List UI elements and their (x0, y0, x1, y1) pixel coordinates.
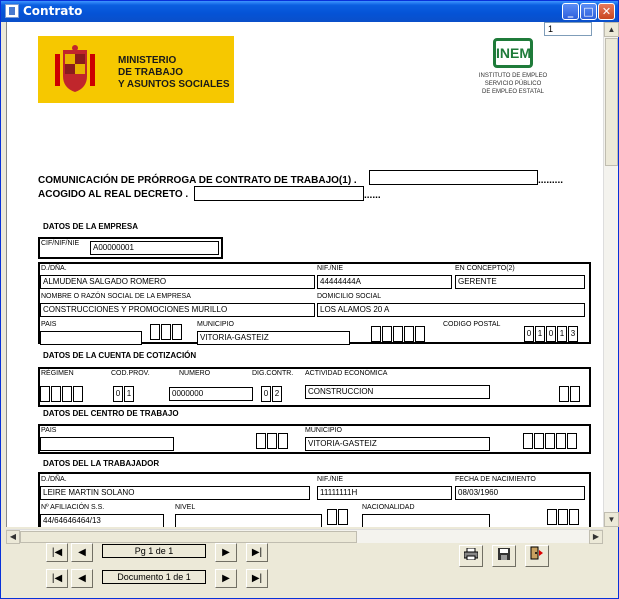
numero-label: NUMERO (179, 370, 211, 377)
empresa-dona-label: D./DÑA. (41, 265, 67, 272)
section-centro: DATOS DEL CENTRO DE TRABAJO (43, 409, 179, 418)
codprov-digit[interactable]: 0 (113, 386, 123, 402)
codprov-digits[interactable] (113, 386, 135, 402)
codprov-digit[interactable]: 1 (124, 386, 134, 402)
ministry-line-3: Y ASUNTOS SOCIALES (118, 79, 230, 90)
close-button[interactable]: ✕ (598, 3, 615, 20)
inem-sub-1: INSTITUTO DE EMPLEO (478, 73, 548, 79)
exit-button[interactable] (525, 545, 549, 567)
vertical-scrollbar[interactable] (603, 22, 618, 527)
app-icon (5, 4, 19, 18)
prev-page-button[interactable]: ◀ (71, 543, 93, 562)
empresa-pais-label: PAIS (41, 321, 57, 328)
concepto-field[interactable]: GERENTE (455, 275, 585, 289)
ministry-logo (38, 36, 234, 103)
scroll-left-icon[interactable]: ◀ (6, 530, 20, 544)
afil-label: Nº AFILIACIÓN S.S. (41, 504, 105, 511)
cif-field[interactable]: A00000001 (90, 241, 219, 255)
vertical-scroll-thumb[interactable] (605, 38, 618, 166)
scroll-down-icon[interactable]: ▼ (604, 512, 619, 527)
heading-line-2: ACOGIDO AL REAL DECRETO . (38, 189, 189, 200)
centro-municipio-field[interactable]: VITORIA-GASTEIZ (305, 437, 490, 451)
nivel-field[interactable] (175, 514, 322, 527)
ministry-line-1: MINISTERIO (118, 55, 177, 66)
centro-municipio-label: MUNICIPIO (305, 427, 342, 434)
cif-label: CIF/NIF/NIE (41, 240, 80, 247)
cp-digit[interactable]: 0 (524, 326, 534, 342)
empresa-municipio-field[interactable]: VITORIA-GASTEIZ (197, 331, 350, 345)
empresa-pais-digits[interactable] (150, 324, 183, 340)
exit-door-icon (530, 546, 544, 560)
cp-digit[interactable]: 3 (568, 326, 578, 342)
cp-digits[interactable] (524, 326, 579, 342)
regimen-digits[interactable] (40, 386, 84, 402)
printer-icon (464, 548, 478, 560)
regimen-label: RÉGIMEN (41, 370, 74, 377)
actividad-label: ACTIVIDAD ECONÓMICA (305, 370, 388, 377)
cp-label: CODIGO POSTAL (443, 321, 501, 328)
trabajador-nif-field[interactable]: 11111111H (317, 486, 452, 500)
centro-pais-field[interactable] (40, 437, 174, 451)
next-page-button[interactable]: ▶ (215, 543, 237, 562)
empresa-municipio-label: MUNICIPIO (197, 321, 234, 328)
section-empresa: DATOS DE LA EMPRESA (43, 222, 138, 231)
horizontal-scrollbar[interactable] (6, 529, 603, 543)
print-button[interactable] (459, 545, 483, 567)
inem-logo (471, 38, 555, 108)
nivel-label: NIVEL (175, 504, 196, 511)
document-viewer (6, 22, 603, 527)
digcontr-digits[interactable] (261, 386, 283, 402)
heading-line-1 (38, 175, 357, 186)
ministry-line-2: DE TRABAJO (118, 67, 184, 78)
fecha-label: FECHA DE NACIMIENTO (455, 476, 536, 483)
page-number-field[interactable]: 1 (544, 22, 592, 36)
minimize-button[interactable]: _ (562, 3, 579, 20)
codprov-label: COD.PROV. (111, 370, 150, 377)
heading-line-1-text: COMUNICACIÓN DE PRÓRROGA DE CONTRATO DE TRABAJO(1) . (38, 175, 357, 186)
section-trabajador: DATOS DEL LA TRABAJADOR (43, 459, 160, 468)
next-document-button[interactable]: ▶ (215, 569, 237, 588)
razon-field[interactable]: CONSTRUCCIONES Y PROMOCIONES MURILLO (40, 303, 315, 317)
scroll-right-icon[interactable]: ▶ (589, 530, 603, 544)
last-document-button[interactable]: ▶| (246, 569, 268, 588)
actividad-digits[interactable] (559, 386, 581, 402)
inem-logo-text: INEM (493, 38, 533, 68)
document-indicator: Documento 1 de 1 (102, 570, 206, 584)
empresa-nif-label: NIF./NIE (317, 265, 344, 272)
maximize-button[interactable]: □ (580, 3, 597, 20)
page-indicator: Pg 1 de 1 (102, 544, 206, 558)
trabajador-nif-label: NIF./NIE (317, 476, 344, 483)
trabajador-dona-label: D./DÑA. (41, 476, 67, 483)
heading-line-2-dots: ...... (364, 190, 381, 201)
prev-document-button[interactable]: ◀ (71, 569, 93, 588)
ministry-name (118, 55, 230, 91)
digcontr-digit[interactable]: 0 (261, 386, 271, 402)
horizontal-scroll-thumb[interactable] (20, 531, 357, 543)
first-document-button[interactable]: |◀ (46, 569, 68, 588)
afil-field[interactable]: 44/64646464/13 (40, 514, 164, 527)
fecha-field[interactable]: 08/03/1960 (455, 486, 585, 500)
section-cotizacion: DATOS DE LA CUENTA DE COTIZACIÓN (43, 351, 197, 360)
numero-field[interactable]: 0000000 (169, 387, 253, 401)
nacionalidad-label: NACIONALIDAD (362, 504, 415, 511)
centro-pais-digits[interactable] (256, 433, 289, 449)
heading-line-1-dots: ......... (538, 175, 564, 186)
empresa-dona-field[interactable]: ALMUDENA SALGADO ROMERO (40, 275, 315, 289)
empresa-nif-field[interactable]: 44444444A (317, 275, 452, 289)
actividad-field[interactable]: CONSTRUCCION (305, 385, 490, 399)
trabajador-dona-field[interactable]: LEIRE MARTIN SOLANO (40, 486, 310, 500)
nivel-digits[interactable] (327, 509, 349, 525)
floppy-disk-icon (498, 548, 510, 560)
empresa-pais-field[interactable] (40, 331, 142, 345)
domicilio-label: DOMICILIO SOCIAL (317, 293, 382, 300)
nacionalidad-digits[interactable] (547, 509, 580, 525)
cp-digit[interactable]: 0 (546, 326, 556, 342)
real-decreto-input[interactable] (194, 186, 364, 201)
inem-sub-2: SERVICIO PÚBLICO (484, 81, 542, 87)
razon-label: NOMBRE O RAZÓN SOCIAL DE LA EMPRESA (41, 293, 191, 300)
centro-pais-label: PAIS (41, 427, 57, 434)
save-button[interactable] (492, 545, 516, 567)
scroll-up-icon[interactable]: ▲ (604, 22, 619, 37)
digcontr-label: DIG.CONTR. (252, 370, 294, 377)
last-page-button[interactable]: ▶| (246, 543, 268, 562)
first-page-button[interactable]: |◀ (46, 543, 68, 562)
digcontr-digit[interactable]: 2 (272, 386, 282, 402)
centro-municipio-digits[interactable] (523, 433, 578, 449)
coat-of-arms-icon (51, 44, 99, 94)
empresa-municipio-digits[interactable] (371, 326, 426, 342)
title-bar[interactable] (1, 1, 618, 22)
window-title: Contrato (23, 4, 83, 18)
concepto-label: EN CONCEPTO(2) (455, 265, 515, 272)
prorroga-input[interactable] (369, 170, 538, 185)
cp-digit[interactable]: 1 (557, 326, 567, 342)
cp-digit[interactable]: 1 (535, 326, 545, 342)
domicilio-field[interactable]: LOS ALAMOS 20 A (317, 303, 585, 317)
nacionalidad-field[interactable] (362, 514, 490, 527)
inem-sub-3: DE EMPLEO ESTATAL (481, 89, 544, 95)
